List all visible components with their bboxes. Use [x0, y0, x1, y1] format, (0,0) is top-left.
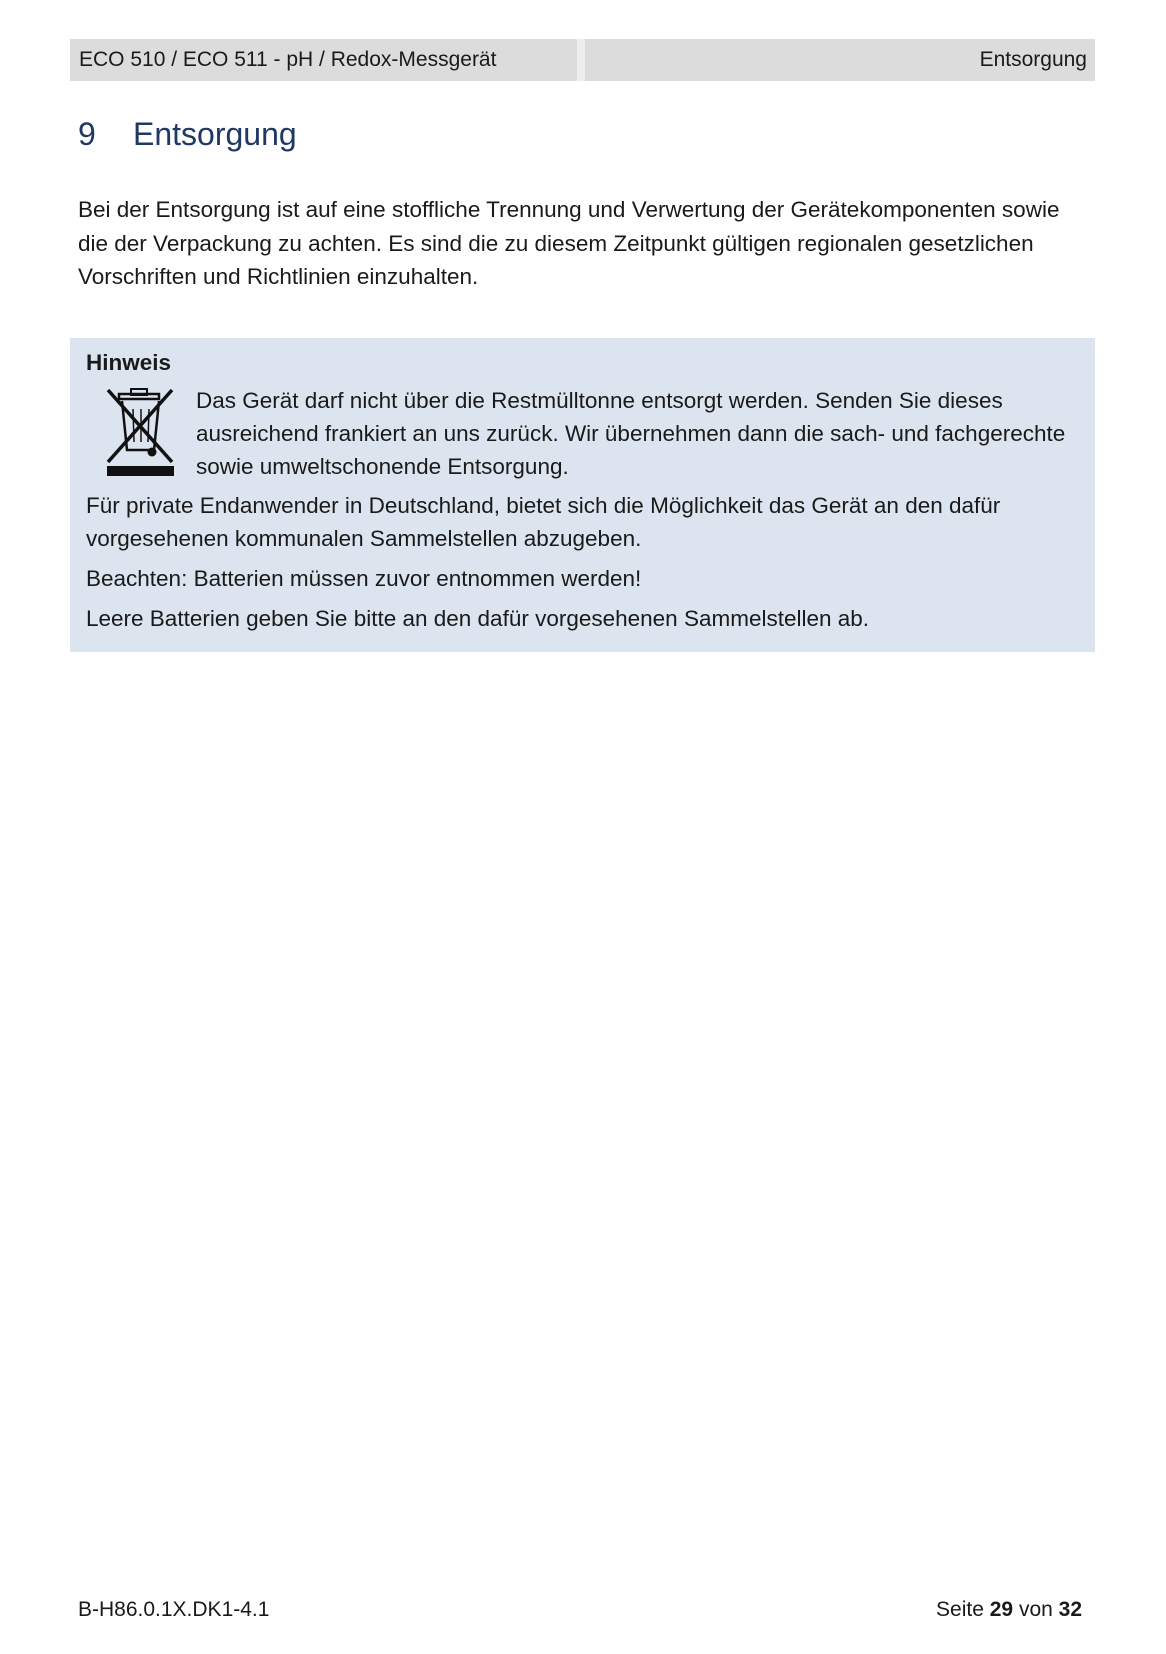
note-box [70, 338, 1095, 652]
weee-crossed-out-bin-icon [86, 384, 196, 476]
footer-document-id: B-H86.0.1X.DK1-4.1 [78, 1598, 270, 1621]
intro-paragraph: Bei der Entsorgung ist auf eine stoffliche Trennung und Verwertung der Gerätekomponenten sowie die der Verpackung zu achten. Es sind die zu diesem Zeitpunkt gültigen regionalen gesetzlichen Vorschriften und Richtlinien einzuhalten. [78, 197, 1060, 289]
chapter-number: 9 [78, 116, 96, 152]
page-separator: von [1018, 1598, 1053, 1621]
note-paragraph-private-users: Für private Endanwender in Deutschland, bietet sich die Möglichkeit das Gerät an den dafür vorgesehenen kommunalen Sammelstellen abzugeben. [86, 493, 1001, 551]
header-divider [577, 39, 585, 81]
note-paragraph-battery-disposal: Leere Batterien geben Sie bitte an den dafür vorgesehenen Sammelstellen ab. [86, 606, 870, 631]
note-icon-text: Das Gerät darf nicht über die Restmülltonne entsorgt werden. Senden Sie dieses ausreichend frankiert an uns zurück. Wir übernehmen dann die sach- und fachgerechte sowie umweltschonende Entsorgung. [196, 388, 1066, 479]
note-paragraph-battery-warning: Beachten: Batterien müssen zuvor entnommen werden! [86, 566, 642, 591]
note-icon-row [86, 384, 1079, 483]
header-section-title: Entsorgung [585, 39, 1095, 81]
note-heading: Hinweis [86, 350, 172, 375]
page-total: 32 [1058, 1598, 1082, 1621]
header-document-title: ECO 510 / ECO 511 - pH / Redox-Messgerät [70, 39, 577, 81]
page-current: 29 [989, 1598, 1014, 1621]
page-header [70, 39, 1095, 81]
footer-page-number [936, 1598, 1082, 1622]
chapter-title: Entsorgung [133, 116, 297, 152]
chapter-heading [78, 116, 297, 153]
page-label: Seite [936, 1598, 984, 1621]
